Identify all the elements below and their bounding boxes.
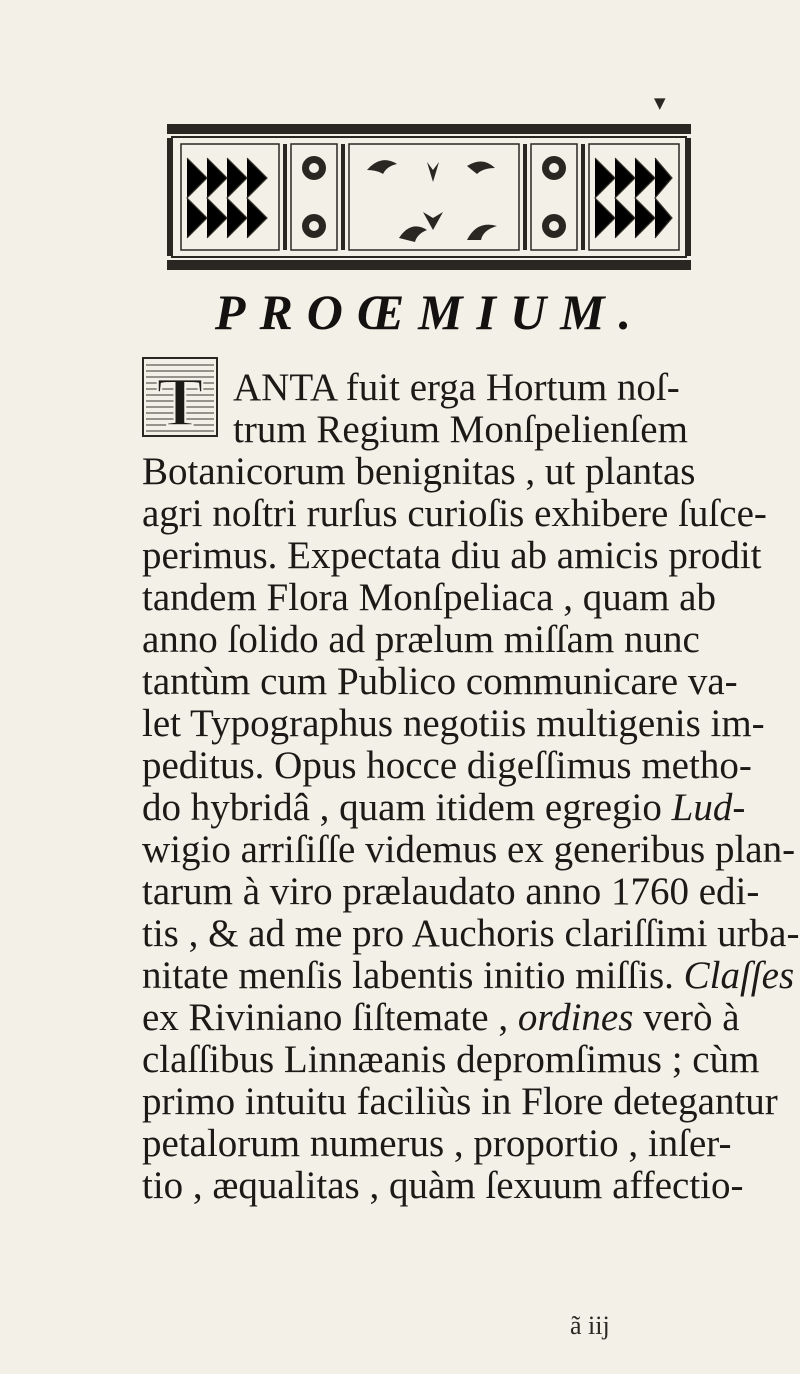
text-segment: do hybridâ , quam itidem egregio — [142, 786, 672, 829]
top-border-icon — [167, 124, 691, 134]
text-line: petalorum numerus , proportio , inſer- — [142, 1122, 732, 1165]
text-line: agri noſtri rurſus curioſis exhibere ſuſce- — [142, 492, 767, 535]
crosshatch-panel-right-icon — [589, 144, 679, 250]
text-segment: verò à — [633, 996, 740, 1039]
text-line-ludwig — [142, 786, 745, 830]
text-line: claſſibus Linnæanis depromſimus ; cùm — [142, 1038, 760, 1081]
headpiece-ornament — [167, 118, 691, 276]
italic-classes: Claſſes — [683, 954, 795, 997]
text-line: let Typographus negotiis multigenis im- — [142, 702, 765, 745]
text-segment: nitate menſis labentis initio miſſis. — [142, 954, 684, 997]
text-line: Botanicorum benignitas , ut plantas — [142, 450, 696, 493]
headpiece-svg — [167, 118, 691, 276]
page-title: PROŒMIUM. — [214, 284, 646, 340]
italic-name: Lud- — [671, 786, 746, 829]
text-line: peditus. Opus hocce digeſſimus metho- — [142, 744, 752, 787]
text-line: tis , & ad me pro Auchoris clariſſimi urba- — [142, 912, 800, 955]
text-segment: ex Riviniano ſiſtemate , — [142, 996, 518, 1039]
text-line — [142, 828, 795, 872]
text-line: trum Regium Monſpelienſem — [233, 408, 688, 451]
text-line: anno ſolido ad prælum miſſam nunc — [142, 618, 700, 661]
text-line: tarum à viro prælaudato anno 1760 edi- — [142, 870, 760, 913]
text-line: tio , æqualitas , quàm ſexuum affectio- — [142, 1164, 744, 1207]
bottom-border-icon — [167, 260, 691, 270]
text-segment: wigio arriſiſſe videmus ex generibus plan- — [142, 828, 796, 871]
text-line: perimus. Expectata diu ab amicis prodit — [142, 534, 762, 577]
text-line: ANTA fuit erga Hortum noſ- — [233, 366, 680, 409]
signature-mark: ã iij — [570, 1311, 610, 1340]
italic-ordines: ordines — [517, 996, 634, 1039]
drop-cap — [142, 357, 218, 437]
text-line: primo intuitu faciliùs in Flore detegantur — [142, 1080, 778, 1123]
text-line: tantùm cum Publico communicare va- — [142, 660, 738, 703]
drop-cap-letter: T — [156, 364, 204, 437]
text-line-classes — [142, 954, 794, 998]
printer-mark: ▼ — [654, 94, 666, 112]
text-line-ordines — [142, 996, 740, 1040]
bird-panel-icon — [349, 144, 519, 250]
text-line: tandem Flora Monſpeliaca , quam ab — [142, 576, 716, 619]
